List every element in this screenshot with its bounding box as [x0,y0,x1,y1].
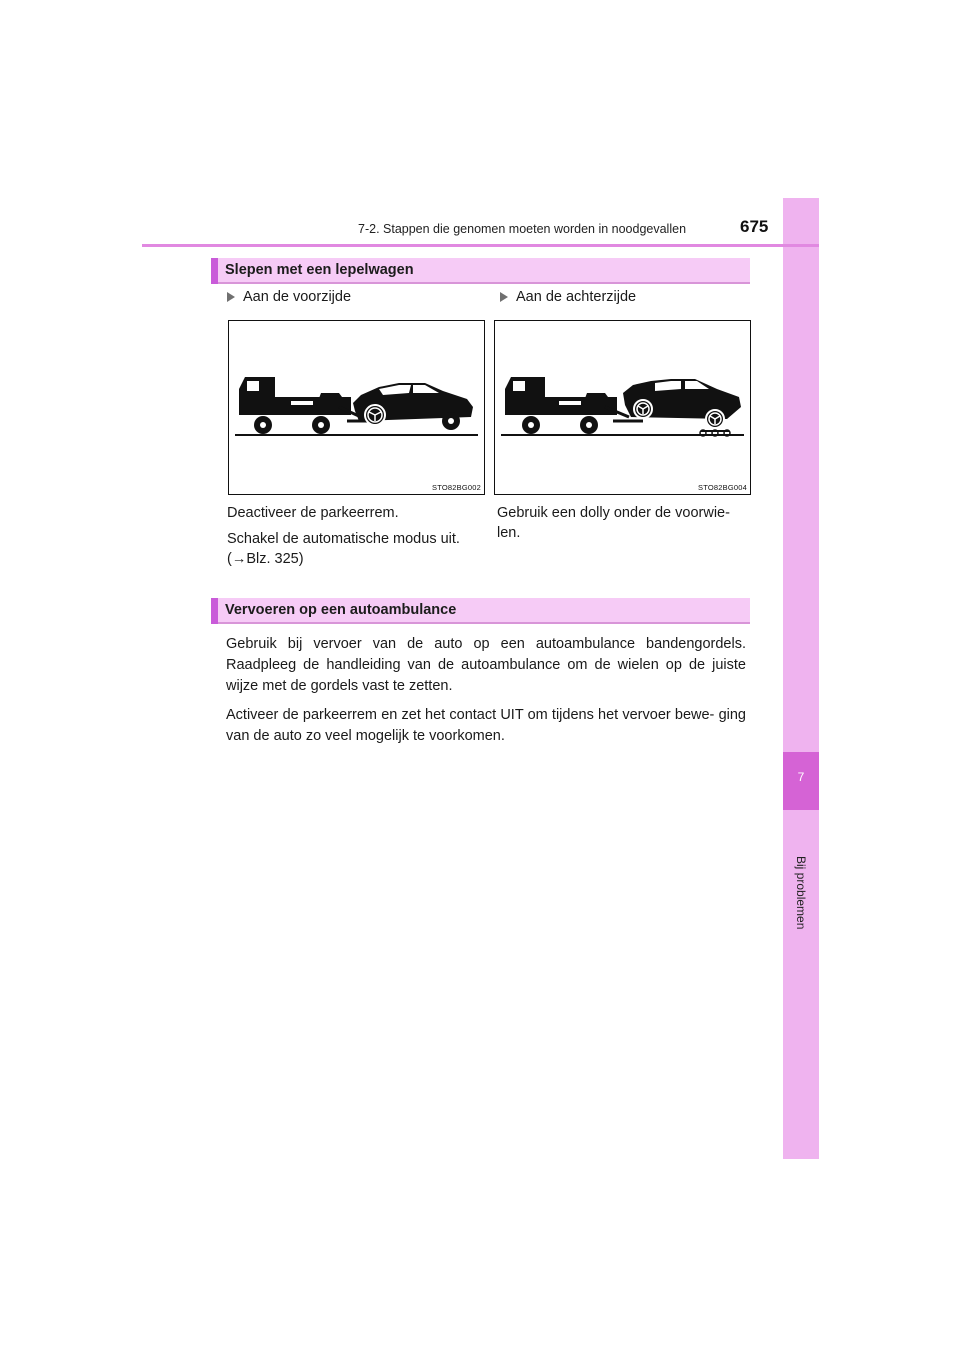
chapter-sidebar [783,198,819,1159]
triangle-bullet-icon [500,292,508,302]
chapter-number: 7 [797,770,805,784]
rear-subheading [500,289,636,305]
rear-text-1: Gebruik een dolly onder de voorwie- [497,505,730,521]
header-rule [142,244,819,247]
section-heading-transport [211,598,750,624]
figure-rear-tow [494,320,751,495]
transport-paragraph-1: Gebruik bij vervoer van de auto op een autoambulance bandengordels. Raadpleeg de handleiding van de autoambulance om de wielen op de juiste wijze met de gordels vast te zetten. [226,636,746,694]
front-text-3: (→Blz. 325) [227,551,304,567]
figure-front-tow [228,320,485,495]
tow-truck-rear-illustration [495,321,750,494]
rear-text-2: len. [497,525,521,541]
page-number: 675 [740,217,769,236]
figure-code: STO82BG002 [432,483,481,492]
front-heading-label: Aan de voorzijde [243,289,352,305]
section-title: Vervoeren op een autoambulance [225,602,457,618]
triangle-bullet-icon [227,292,235,302]
chapter-label: Bij problemen [794,856,808,930]
front-subheading [227,289,351,305]
figure-code: STO82BG004 [698,483,747,492]
front-text-1: Deactiveer de parkeerrem. [227,505,399,521]
section-title: Slepen met een lepelwagen [225,262,414,278]
running-header: 7-2. Stappen die genomen moeten worden in noodgevallen [358,222,687,236]
rear-heading-label: Aan de achterzijde [516,289,637,305]
section-heading-towing [211,258,750,284]
front-text-2: Schakel de automatische modus uit. [227,531,460,547]
tow-truck-front-illustration [229,321,484,494]
transport-paragraph-2: Activeer de parkeerrem en zet het contact UIT om tijdens het vervoer bewe- ging van de auto zo veel mogelijk te voorkomen. [226,707,746,744]
